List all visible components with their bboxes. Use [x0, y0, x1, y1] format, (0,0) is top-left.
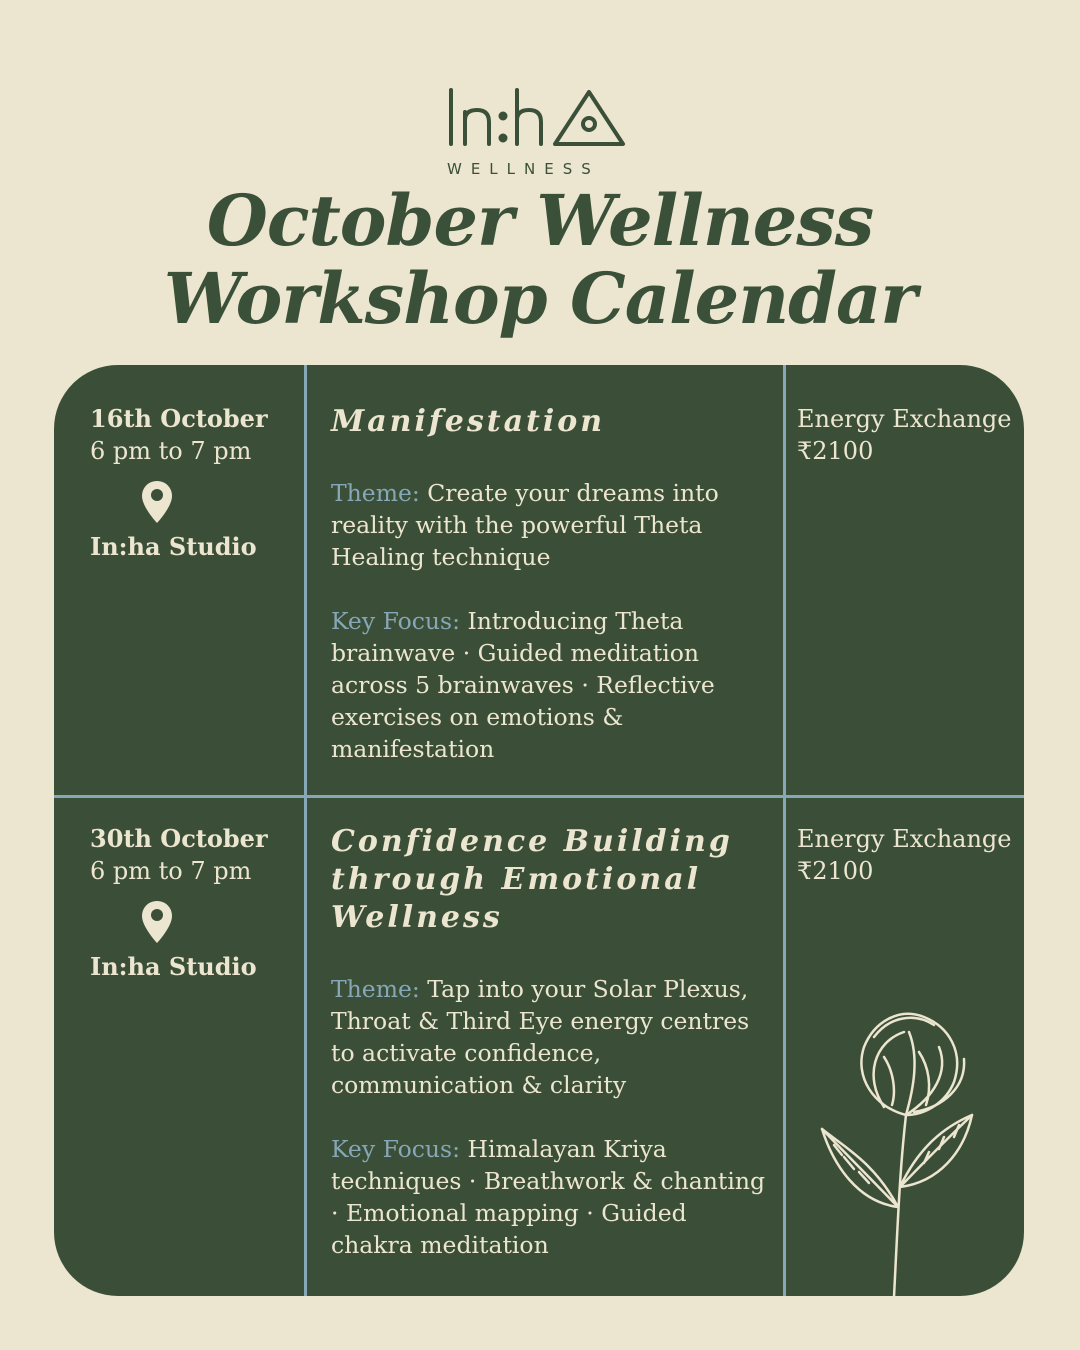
table-row-2-details — [331, 823, 771, 1293]
logo-tagline: WELLNESS — [447, 160, 600, 178]
table-row-1-details — [331, 403, 771, 797]
column-divider — [783, 365, 786, 1296]
table-row-2-price — [797, 823, 1019, 887]
workshop-time: 6 pm to 7 pm — [90, 437, 252, 465]
focus-label: Key Focus: — [331, 607, 461, 635]
theme-text: Create your dreams into reality with the powerful Theta Healing technique — [331, 479, 719, 571]
price-label: Energy Exchange — [797, 405, 1012, 433]
page-title — [0, 179, 1080, 340]
inha-logo-mark — [445, 84, 635, 180]
map-pin-icon — [140, 899, 174, 945]
table-row-1-price — [797, 403, 1019, 467]
workshop-table — [54, 365, 1024, 1296]
focus-text: Himalayan Kriya techniques · Breathwork & chanting · Emotional mapping · Guided chakra meditation — [331, 1135, 766, 1259]
price-label: Energy Exchange — [797, 825, 1012, 853]
table-row-1-info — [90, 403, 290, 563]
brand-logo — [0, 84, 1080, 180]
workshop-date: 16th October — [90, 404, 268, 433]
workshop-venue: In:ha Studio — [90, 532, 257, 561]
theme-label: Theme: — [331, 479, 420, 507]
workshop-date: 30th October — [90, 824, 268, 853]
workshop-name: Confidence Building through Emotional Wellness — [331, 824, 733, 935]
theme-text: Tap into your Solar Plexus, Throat & Third Eye energy centres to activate confidence, communication & clarity — [331, 975, 750, 1099]
title-line-1: October Wellness — [206, 179, 874, 262]
workshop-name: Manifestation — [331, 404, 606, 439]
map-pin-icon — [140, 479, 174, 525]
workshop-time: 6 pm to 7 pm — [90, 857, 252, 885]
workshop-focus — [331, 605, 771, 765]
theme-label: Theme: — [331, 975, 420, 1003]
workshop-venue: In:ha Studio — [90, 952, 257, 981]
flower-illustration — [814, 997, 984, 1296]
price-value: ₹2100 — [797, 857, 874, 885]
focus-text: Introducing Theta brainwave · Guided meditation across 5 brainwaves · Reflective exercises on emotions & manifestation — [331, 607, 715, 763]
workshop-theme — [331, 477, 771, 573]
focus-label: Key Focus: — [331, 1135, 461, 1163]
workshop-focus — [331, 1133, 771, 1261]
table-row-2-info — [90, 823, 290, 983]
price-value: ₹2100 — [797, 437, 874, 465]
workshop-theme — [331, 973, 771, 1101]
title-line-2: Workshop Calendar — [163, 257, 917, 340]
column-divider — [304, 365, 307, 1296]
